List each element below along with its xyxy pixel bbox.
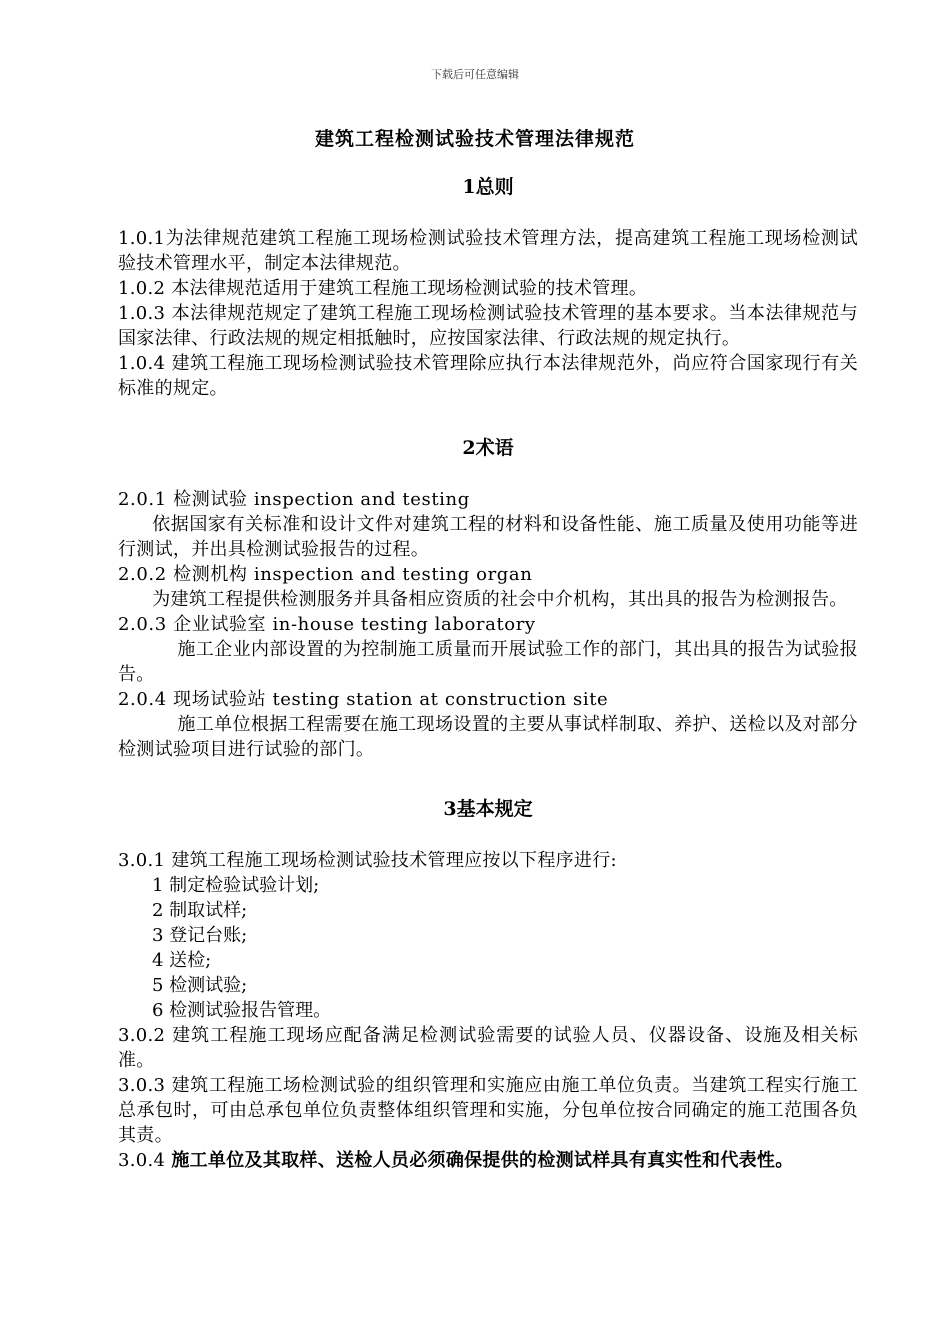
clause-bold-text: 施工单位及其取样、送检人员必须确保提供的检测试样具有真实性和代表性。 <box>171 1150 794 1171</box>
procedure-step: 1 制定检验试验计划; <box>152 875 320 896</box>
term-label: 2.0.3 企业试验室 in-house testing laboratory <box>118 614 536 635</box>
clause: 3.0.1 建筑工程施工现场检测试验技术管理应按以下程序进行: <box>118 850 617 871</box>
term-definition: 施工企业内部设置的为控制施工质量而开展试验工作的部门，其出具的报告为试验报告。 <box>118 639 858 685</box>
term-definition: 为建筑工程提供检测服务并具备相应资质的社会中介机构，其出具的报告为检测报告。 <box>152 589 848 610</box>
document-title: 建筑工程检测试验技术管理法律规范 <box>314 128 635 150</box>
clause: 1.0.3 本法律规范规定了建筑工程施工现场检测试验技术管理的基本要求。当本法律规范与国家法律、行政法规的规定相抵触时，应按国家法律、行政法规的规定执行。 <box>118 303 858 349</box>
procedure-step: 4 送检; <box>152 950 212 971</box>
clause: 3.0.2 建筑工程施工现场应配备满足检测试验需要的试验人员、仪器设备、设施及相关标准。 <box>118 1025 858 1071</box>
clause: 1.0.1为法律规范建筑工程施工现场检测试验技术管理方法，提高建筑工程施工现场检测试验技术管理水平，制定本法律规范。 <box>118 228 858 274</box>
section-heading: 2术语 <box>462 437 514 459</box>
section-heading: 1总则 <box>462 176 514 198</box>
clause: 1.0.4 建筑工程施工现场检测试验技术管理除应执行本法律规范外，尚应符合国家现行有关标准的规定。 <box>118 353 858 399</box>
clause-number: 3.0.4 <box>118 1150 172 1171</box>
term-label: 2.0.4 现场试验站 testing station at construction site <box>118 689 609 710</box>
clause-bold <box>118 1148 858 1173</box>
term-label: 2.0.1 检测试验 inspection and testing <box>118 489 470 510</box>
term-label: 2.0.2 检测机构 inspection and testing organ <box>118 564 533 585</box>
term-definition: 施工单位根据工程需要在施工现场设置的主要从事试样制取、养护、送检以及对部分检测试验项目进行试验的部门。 <box>118 714 858 760</box>
procedure-step: 5 检测试验; <box>152 975 248 996</box>
section-terms <box>118 431 858 762</box>
term-definition: 依据国家有关标准和设计文件对建筑工程的材料和设备性能、施工质量及使用功能等进行测试，并出具检测试验报告的过程。 <box>118 514 858 560</box>
procedure-step: 6 检测试验报告管理。 <box>152 1000 332 1021</box>
clause: 1.0.2 本法律规范适用于建筑工程施工现场检测试验的技术管理。 <box>118 278 648 299</box>
clause: 3.0.3 建筑工程施工场检测试验的组织管理和实施应由施工单位负责。当建筑工程实行施工总承包时，可由总承包单位负责整体组织管理和实施，分包单位按合同确定的施工范围各负其责。 <box>118 1075 858 1146</box>
procedure-step: 3 登记台账; <box>152 925 248 946</box>
header-note: 下载后可任意编辑 <box>431 68 519 81</box>
document-body <box>118 170 858 1173</box>
section-general <box>118 170 858 401</box>
section-basic-rules <box>118 792 858 1173</box>
procedure-step: 2 制取试样; <box>152 900 248 921</box>
section-heading: 3基本规定 <box>443 798 533 820</box>
